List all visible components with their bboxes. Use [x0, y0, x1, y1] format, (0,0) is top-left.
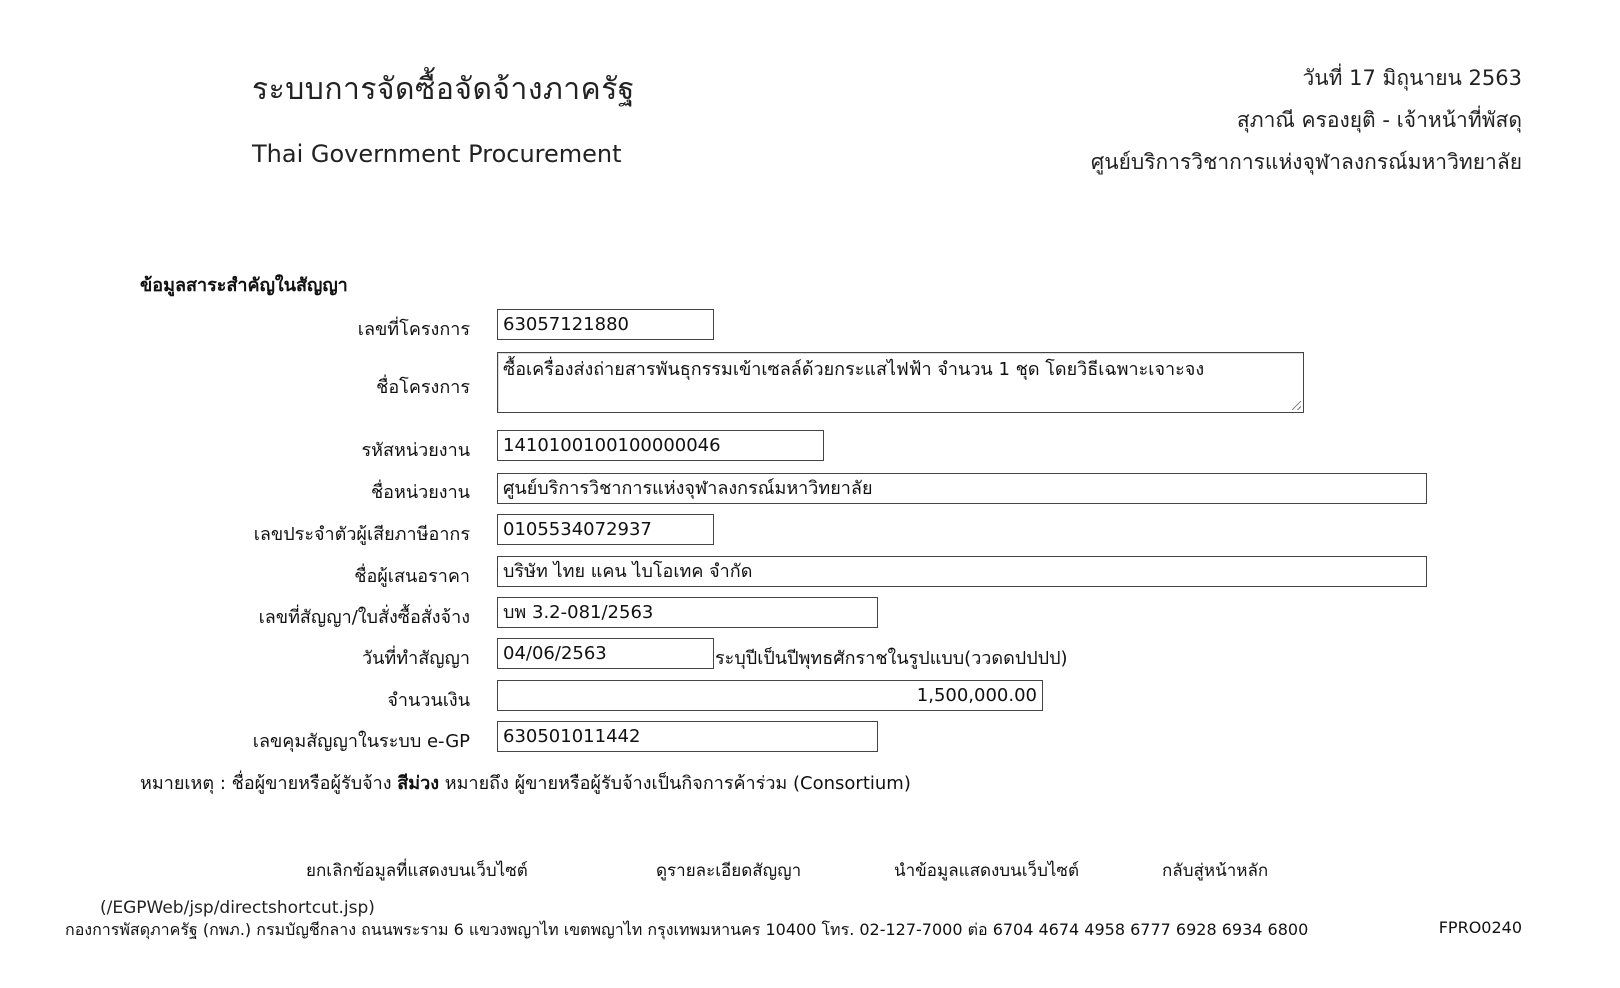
back-home-link[interactable]: กลับสู่หน้าหลัก [1162, 861, 1269, 881]
system-title-en: Thai Government Procurement [252, 140, 622, 168]
project-name-textarea[interactable] [497, 352, 1304, 413]
system-title-th: ระบบการจัดซื้อจัดจ้างภาครัฐ [252, 72, 635, 107]
cancel-display-link[interactable]: ยกเลิกข้อมูลที่แสดงบนเว็บไซต์ [306, 861, 528, 881]
bidder-name-field[interactable]: บริษัท ไทย แคน ไบโอเทค จำกัด [497, 556, 1427, 587]
egp-control-no-label: เลขคุมสัญญาในระบบ e-GP [252, 731, 470, 752]
publish-link[interactable]: นำข้อมูลแสดงบนเว็บไซต์ [894, 861, 1079, 881]
header-organization: ศูนย์บริการวิชาการแห่งจุฬาลงกรณ์มหาวิทยาลัย [1090, 150, 1522, 174]
footer-address: กองการพัสดุภาครัฐ (กพภ.) กรมบัญชีกลาง ถนนพระราม 6 แขวงพญาไท เขตพญาไท กรุงเทพมหานคร 10400 โทร. 02-127-7000 ต่อ 6704 4674 4958 6777 6928 6934 6800 [65, 920, 1309, 939]
status-url: (/EGPWeb/jsp/directshortcut.jsp) [100, 898, 375, 918]
project-no-field[interactable]: 63057121880 [497, 309, 714, 340]
project-name-value: ซื้อเครื่องส่งถ่ายสารพันธุกรรมเข้าเซลล์ด้วยกระแสไฟฟ้า จำนวน 1 ชุด โดยวิธีเฉพาะเจาะจง [503, 359, 1205, 380]
tax-id-label: เลขประจำตัวผู้เสียภาษีอากร [253, 524, 470, 545]
contract-no-label: เลขที่สัญญา/ใบสั่งซื้อสั่งจ้าง [258, 607, 470, 628]
note-suffix: หมายถึง ผู้ขายหรือผู้รับจ้างเป็นกิจการค้าร่วม (Consortium) [444, 773, 911, 794]
section-title: ข้อมูลสาระสำคัญในสัญญา [140, 275, 348, 296]
agency-code-field[interactable]: 1410100100100000046 [497, 430, 824, 461]
agency-code-label: รหัสหน่วยงาน [361, 440, 470, 461]
resize-grip-icon[interactable] [1292, 401, 1301, 410]
bidder-name-label: ชื่อผู้เสนอราคา [354, 566, 470, 587]
project-name-label: ชื่อโครงการ [376, 377, 470, 398]
view-contract-link[interactable]: ดูรายละเอียดสัญญา [656, 861, 802, 881]
contract-date-label: วันที่ทำสัญญา [361, 648, 470, 669]
agency-name-label: ชื่อหน่วยงาน [370, 482, 470, 503]
header-date: วันที่ 17 มิถุนายน 2563 [1302, 66, 1522, 90]
page-code: FPRO0240 [1438, 918, 1522, 937]
contract-date-field[interactable]: 04/06/2563 [497, 638, 714, 669]
contract-no-field[interactable]: บพ 3.2-081/2563 [497, 597, 878, 628]
consortium-note [140, 768, 911, 797]
project-no-label: เลขที่โครงการ [357, 319, 470, 340]
amount-label: จำนวนเงิน [387, 690, 470, 711]
amount-field[interactable]: 1,500,000.00 [497, 680, 1043, 711]
egp-control-no-field[interactable]: 630501011442 [497, 721, 878, 752]
contract-date-hint: ระบุปีเป็นปีพุทธศักราชในรูปแบบ(ววดดปปปป) [715, 648, 1068, 669]
note-highlight: สีม่วง [397, 773, 440, 794]
tax-id-field[interactable]: 0105534072937 [497, 514, 714, 545]
agency-name-field[interactable]: ศูนย์บริการวิชาการแห่งจุฬาลงกรณ์มหาวิทยาลัย [497, 473, 1427, 504]
header-user: สุภาณี ครองยุติ - เจ้าหน้าที่พัสดุ [1236, 108, 1522, 132]
note-prefix: หมายเหตุ : ชื่อผู้ขายหรือผู้รับจ้าง [140, 773, 392, 794]
